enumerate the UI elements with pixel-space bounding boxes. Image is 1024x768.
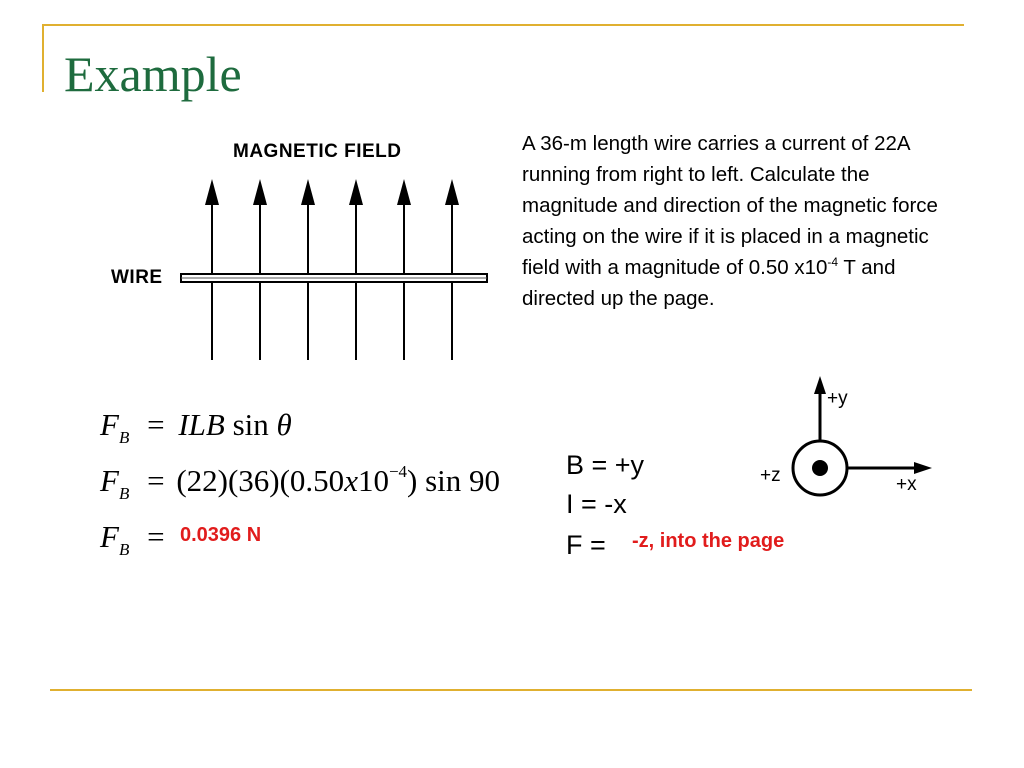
eq3-equals: = <box>147 519 165 554</box>
problem-text-before: A 36-m length wire carries a current of 22A running from right to left. Calculate the magnitude and direction of the magnetic force acting on the wire if it is placed in a magnetic field with a magnitude of 0.50 x10 <box>522 132 938 279</box>
force-magnitude-answer: 0.0396 N <box>180 524 262 546</box>
equation-2 <box>100 461 500 506</box>
eq1-subscript: B <box>118 428 130 447</box>
problem-text-after: T and directed up the page. <box>522 256 896 310</box>
eq2-subscript: B <box>118 484 130 503</box>
x-axis-arrowhead <box>914 462 932 474</box>
force-direction-answer: -z, into the page <box>632 530 785 552</box>
i-direction: I = -x <box>566 489 627 519</box>
eq2-values: (22)(36)(0.50 <box>176 463 345 498</box>
problem-statement <box>522 128 942 314</box>
arrowhead-6 <box>445 179 459 205</box>
equation-3 <box>100 517 165 562</box>
magnetic-field-label: MAGNETIC FIELD <box>233 141 402 162</box>
arrowhead-5 <box>397 179 411 205</box>
wire-label: WIRE <box>111 267 163 288</box>
eq2-force-symbol: F <box>100 463 119 498</box>
eq2-ten: 10 <box>357 463 389 498</box>
slide-title: Example <box>64 46 242 102</box>
y-axis-label: +y <box>827 388 848 409</box>
eq1-force-symbol: F <box>100 407 119 442</box>
eq1-theta: θ <box>276 407 292 442</box>
arrowhead-4 <box>349 179 363 205</box>
z-axis-dot <box>812 460 828 476</box>
eq2-exponent: −4 <box>388 462 408 481</box>
bottom-rule <box>0 680 1024 700</box>
magnetic-field-figure <box>105 135 500 365</box>
f-label: F = <box>566 530 606 560</box>
b-direction: B = +y <box>566 450 645 480</box>
eq3-force-symbol: F <box>100 519 119 554</box>
wire-shape <box>181 274 487 282</box>
eq2-equals: = <box>147 463 165 498</box>
eq1-sin: sin <box>232 407 269 442</box>
problem-exponent: -4 <box>827 255 839 269</box>
arrowhead-3 <box>301 179 315 205</box>
x-axis-label: +x <box>896 474 917 495</box>
arrowhead-1 <box>205 179 219 205</box>
arrowhead-2 <box>253 179 267 205</box>
z-axis-label: +z <box>760 465 781 486</box>
eq2-sin90: ) sin 90 <box>407 463 501 498</box>
eq1-ilb: ILB <box>178 407 225 442</box>
field-arrows-drawing <box>105 135 500 365</box>
eq3-subscript: B <box>118 540 130 559</box>
eq1-equals: = <box>147 407 165 442</box>
eq2-x: x <box>344 463 358 498</box>
equation-1 <box>100 405 292 450</box>
y-axis-arrowhead <box>814 376 826 394</box>
